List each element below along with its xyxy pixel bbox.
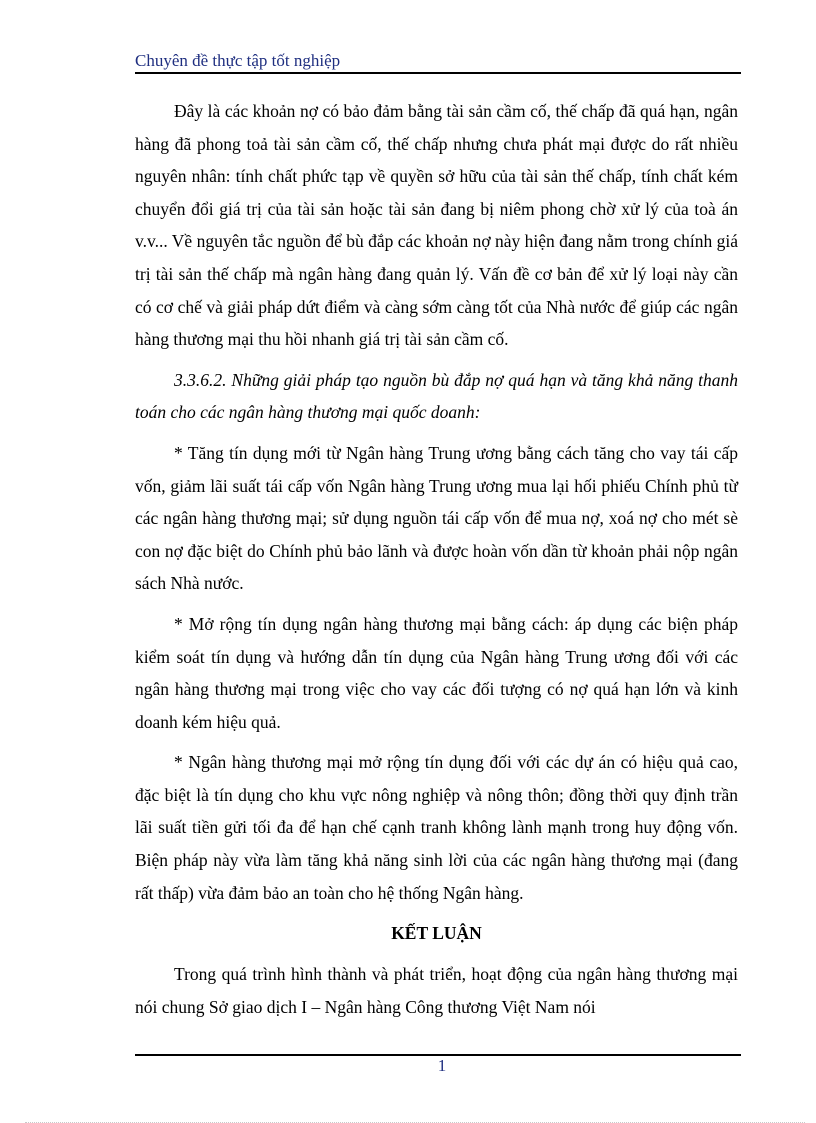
body-paragraph: * Ngân hàng thương mại mở rộng tín dụng đối với các dự án có hiệu quả cao, đặc biệt là tín dụng cho khu vực nông nghiệp và nông thôn; đồng thời quy định trần lãi suất tiền gửi tối đa để hạn chế cạnh tranh không lành mạnh trong huy động vốn. Biện pháp này vừa làm tăng khả năng sinh lời của các ngân hàng thương mại (đang rất thấp) vừa đảm bảo an toàn cho hệ thống Ngân hàng. <box>135 752 738 903</box>
page-number: 1 <box>437 1056 447 1075</box>
page-header-title: Chuyên đề thực tập tốt nghiệp <box>135 51 341 70</box>
body-paragraph: * Tăng tín dụng mới từ Ngân hàng Trung ương bằng cách tăng cho vay tái cấp vốn, giảm lãi suất tái cấp vốn Ngân hàng Trung ương mua lại hối phiếu Chính phủ từ các ngân hàng thương mại; sử dụng nguồn tái cấp vốn để mua nợ, xoá nợ cho mét sè con nợ đặc biệt do Chính phủ bảo lãnh và được hoàn vốn dần từ khoản phải nộp ngân sách Nhà nước. <box>135 442 738 594</box>
body-paragraph: Trong quá trình hình thành và phát triển, hoạt động của ngân hàng thương mại nói chung Sở giao dịch I – Ngân hàng Công thương Việt Nam nói <box>135 964 738 1017</box>
body-paragraph: Đây là các khoản nợ có bảo đảm bằng tài sản cầm cố, thế chấp đã quá hạn, ngân hàng đã phong toả tài sản cầm cố, thế chấp nhưng chưa phát mại được do rất nhiều nguyên nhân: tính chất phức tạp về quyền sở hữu của tài sản thế chấp, tính chất kém chuyển đổi giá trị của tài sản hoặc tài sản đang bị niêm phong chờ xử lý của toà án v.v... Về nguyên tắc nguồn để bù đắp các khoản nợ này hiện đang nằm trong chính giá trị tài sản thế chấp mà ngân hàng đang quản lý. Vấn đề cơ bản để xử lý loại này cần có cơ chế và giải pháp dứt điểm và càng sớm càng tốt của Nhà nước để giúp các ngân hàng thương mại thu hồi nhanh giá trị tài sản cầm cố. <box>135 101 738 350</box>
subsection-heading: 3.3.6.2. Những giải pháp tạo nguồn bù đắp nợ quá hạn và tăng khả năng thanh toán cho các ngân hàng thương mại quốc doanh: <box>135 369 738 423</box>
section-heading: KẾT LUẬN <box>391 923 482 944</box>
document-body <box>135 95 738 1023</box>
body-paragraph: * Mở rộng tín dụng ngân hàng thương mại bằng cách: áp dụng các biện pháp kiểm soát tín dụng và hướng dẫn tín dụng của Ngân hàng Trung ương đối với các ngân hàng thương mại trong việc cho vay các đối tượng có nợ quá hạn lớn và kinh doanh kém hiệu quả. <box>135 613 738 732</box>
header-divider <box>135 72 741 74</box>
